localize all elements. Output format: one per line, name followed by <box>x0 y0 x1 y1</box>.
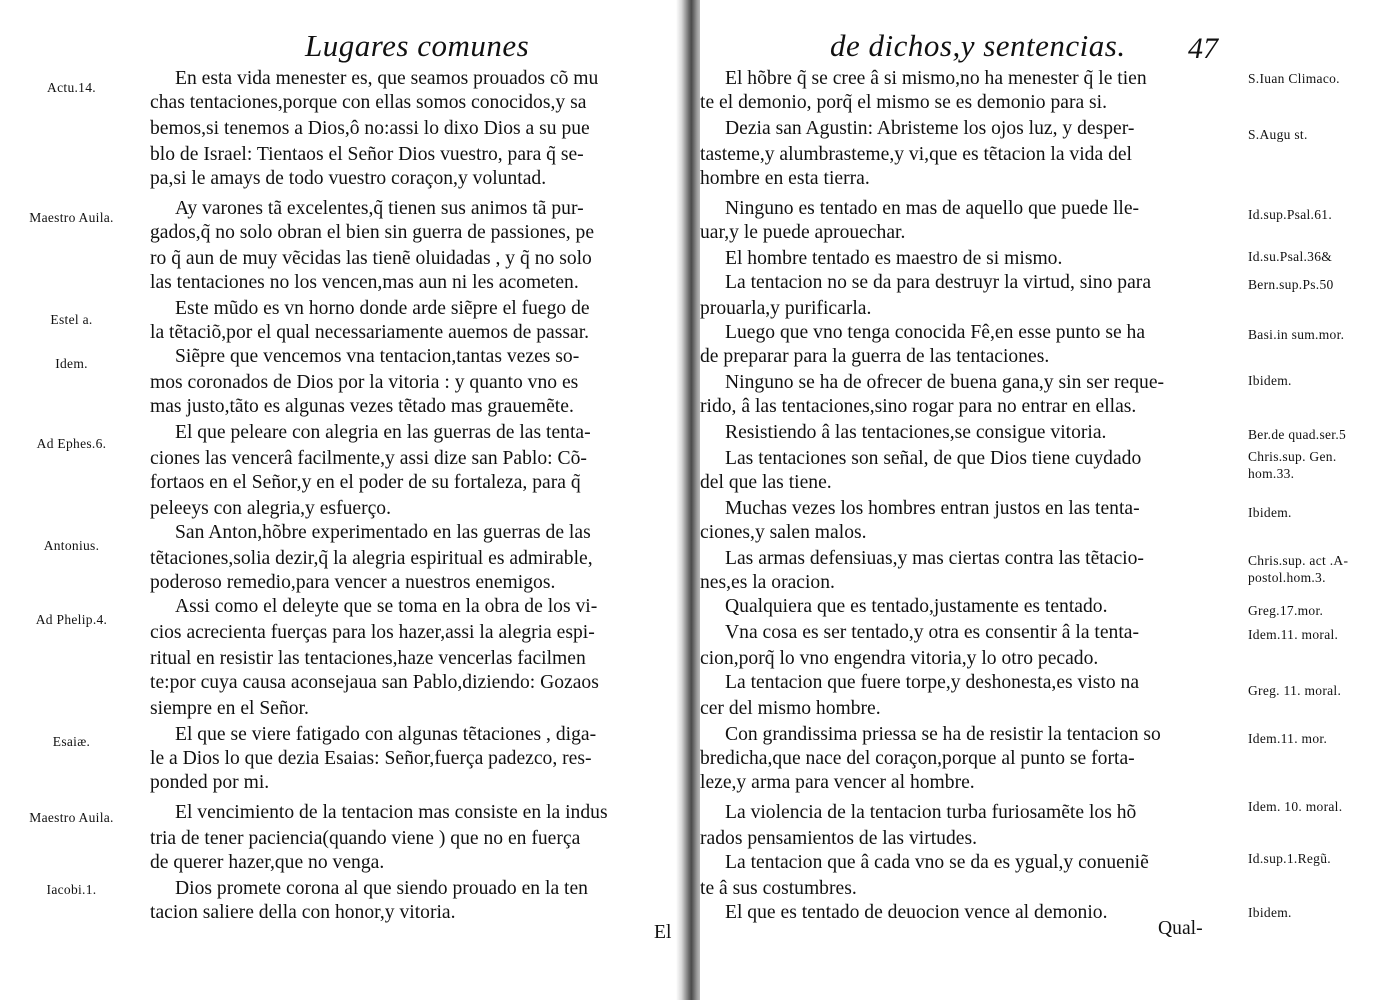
text-line: siempre en el Señor. <box>150 698 309 719</box>
text-line: El vencimiento de la tentacion mas consiste en la indus <box>175 802 608 823</box>
text-line: leze,y arma para vencer al hombre. <box>700 772 975 793</box>
margin-citation: Idem. <box>55 356 88 371</box>
margin-citation: Ibidem. <box>1248 505 1292 520</box>
text-line: Siẽpre que vencemos vna tentacion,tantas vezes so- <box>175 346 580 367</box>
margin-citation: Bern.sup.Ps.50 <box>1248 277 1334 292</box>
margin-citation: Chris.sup. act .A- postol.hom.3. <box>1248 553 1349 585</box>
left-page <box>0 0 680 1000</box>
margin-citation: Ibidem. <box>1248 373 1292 388</box>
left-catchword: El <box>654 922 672 943</box>
page-number: 47 <box>1188 32 1218 65</box>
text-line: ciones,y salen malos. <box>700 522 867 543</box>
text-line: poderoso remedio,para vencer a nuestros enemigos. <box>150 572 556 593</box>
text-line: rido, â las tentaciones,sino rogar para no entrar en ellas. <box>700 396 1137 417</box>
text-line: Con grandissima priessa se ha de resistir la tentacion so <box>725 724 1161 745</box>
text-line: El que peleare con alegria en las guerras de las tenta- <box>175 422 591 443</box>
text-line: Luego que vno tenga conocida Fê,en esse punto se ha <box>725 322 1146 343</box>
text-line: ciones las vencerâ facilmente,y assi dize san Pablo: Cõ- <box>150 448 587 469</box>
margin-citation: S.Augu st. <box>1248 127 1308 142</box>
margin-citation: Actu.14. <box>47 80 96 95</box>
text-line: Resistiendo â las tentaciones,se consigue vitoria. <box>725 422 1107 443</box>
text-line: de querer hazer,que no venga. <box>150 852 385 873</box>
margin-citation: Maestro Auila. <box>29 210 114 225</box>
text-line: Vna cosa es ser tentado,y otra es consentir â la tenta- <box>725 622 1140 643</box>
text-line: ritual en resistir las tentaciones,haze vencerlas facilmen <box>150 648 586 669</box>
text-line: pa,si le amays de todo vuestro coraçon,y voluntad. <box>150 168 547 189</box>
text-line: mas justo,tãto es algunas vezes tẽtado mas grauemẽte. <box>150 396 574 417</box>
text-line: Las armas defensiuas,y mas ciertas contra las tẽtacio- <box>725 548 1144 569</box>
text-line: mos coronados de Dios por la vitoria : y quanto vno es <box>150 372 579 393</box>
margin-citation: Idem.11. moral. <box>1248 627 1339 642</box>
text-line: El hombre tentado es maestro de si mismo. <box>725 248 1063 269</box>
margin-citation: Id.sup.1.Regũ. <box>1248 851 1331 866</box>
text-line: fortaos en el Señor,y en el poder de su fortaleza, para q̃ <box>150 472 581 493</box>
text-line: Dios promete corona al que siendo prouado en la ten <box>175 878 588 899</box>
text-line: las tentaciones no los vencen,mas aun ni les acometen. <box>150 272 579 293</box>
margin-citation: Iacobi.1. <box>46 882 97 897</box>
margin-citation: Ad Phelip.4. <box>35 612 108 627</box>
text-line: Ninguno se ha de ofrecer de buena gana,y sin ser reque- <box>725 372 1165 393</box>
margin-citation: Chris.sup. Gen. hom.33. <box>1248 449 1337 481</box>
text-line: El hõbre q̃ se cree â si mismo,no ha menester q̃ le tien <box>725 68 1147 89</box>
text-line: Ninguno es tentado en mas de aquello que puede lle- <box>725 198 1140 219</box>
text-line: la tẽtaciõ,por el qual necessariamente auemos de passar. <box>150 322 590 343</box>
text-line: tacion saliere della con honor,y vitoria. <box>150 902 456 923</box>
text-line: nes,es la oracion. <box>700 572 835 593</box>
text-line: El que se viere fatigado con algunas tẽtaciones , diga- <box>175 724 597 745</box>
text-line: La violencia de la tentacion turba furiosamẽte los hõ <box>725 802 1137 823</box>
text-line: ro q̃ aun de muy vẽcidas las tienẽ oluidadas , y q̃ no solo <box>150 248 592 269</box>
text-line: Ay varones tã excelentes,q̃ tienen sus animos tã pur- <box>175 198 584 219</box>
text-line: tasteme,y alumbrasteme,y vi,que es tẽtacion la vida del <box>700 144 1133 165</box>
margin-citation: Idem.11. mor. <box>1248 731 1328 746</box>
text-line: La tentacion que â cada vno se da es ygual,y conueniẽ <box>725 852 1149 873</box>
margin-citation: Antonius. <box>43 538 100 553</box>
text-line: de preparar para la guerra de las tentaciones. <box>700 346 1050 367</box>
text-line: Assi como el deleyte que se toma en la obra de los vi- <box>175 596 598 617</box>
right-page <box>700 0 1379 1000</box>
margin-citation: Id.su.Psal.36& <box>1248 249 1333 264</box>
text-line: chas tentaciones,porque con ellas somos conocidos,y sa <box>150 92 587 113</box>
text-line: prouarla,y purificarla. <box>700 298 872 319</box>
margin-citation: Id.sup.Psal.61. <box>1248 207 1333 222</box>
text-line: rados pensamientos de las virtudes. <box>700 828 977 849</box>
text-line: La tentacion no se da para destruyr la virtud, sino para <box>725 272 1152 293</box>
left-running-head: Lugares comunes <box>305 28 530 63</box>
text-line: tẽtaciones,solia dezir,q̃ la alegria espiritual es admirable, <box>150 548 593 569</box>
text-line: Las tentaciones son señal, de que Dios tiene cuydado <box>725 448 1142 469</box>
text-line: cios acrecienta fuerças para los hazer,assi la alegria espi- <box>150 622 595 643</box>
text-line: tria de tener paciencia(quando viene ) que no en fuerça <box>150 828 581 849</box>
text-line: te:por cuya causa aconsejaua san Pablo,diziendo: Gozaos <box>150 672 599 693</box>
text-line: El que es tentado de deuocion vence al demonio. <box>725 902 1108 923</box>
text-line: uar,y le puede aprouechar. <box>700 222 906 243</box>
margin-citation: Estel a. <box>50 312 93 327</box>
margin-citation: Greg. 11. moral. <box>1248 683 1342 698</box>
text-line: blo de Israel: Tientaos el Señor Dios vuestro, para q̃ se- <box>150 144 584 165</box>
text-line: hombre en esta tierra. <box>700 168 870 189</box>
text-line: Este mũdo es vn horno donde arde siẽpre el fuego de <box>175 298 590 319</box>
text-line: del que las tiene. <box>700 472 832 493</box>
margin-citation: Ad Ephes.6. <box>36 436 107 451</box>
margin-citation: Greg.17.mor. <box>1248 603 1324 618</box>
text-line: le a Dios lo que dezia Esaias: Señor,fuerça padezco, res- <box>150 748 592 769</box>
margin-citation: Maestro Auila. <box>29 810 114 825</box>
margin-citation: Esaiæ. <box>52 734 91 749</box>
text-line: te â sus costumbres. <box>700 878 857 899</box>
text-line: Qualquiera que es tentado,justamente es tentado. <box>725 596 1108 617</box>
right-running-head: de dichos,y sentencias. <box>830 28 1126 63</box>
text-line: La tentacion que fuere torpe,y deshonesta,es visto na <box>725 672 1140 693</box>
text-line: te el demonio, porq̃ el mismo se es demonio para si. <box>700 92 1108 113</box>
text-line: San Anton,hõbre experimentado en las guerras de las <box>175 522 591 543</box>
right-catchword: Qual- <box>1158 918 1203 939</box>
text-line: bredicha,que nace del coraçon,porque al punto se forta- <box>700 748 1135 769</box>
margin-citation: Ber.de quad.ser.5 <box>1248 427 1347 442</box>
margin-citation: Ibidem. <box>1248 905 1292 920</box>
text-line: cion,porq̃ lo vno engendra vitoria,y lo otro pecado. <box>700 648 1099 669</box>
margin-citation: S.Iuan Climaco. <box>1248 71 1340 86</box>
text-line: Dezia san Agustin: Abristeme los ojos luz, y desper- <box>725 118 1135 139</box>
text-line: bemos,si tenemos a Dios,ô no:assi lo dixo Dios a su pue <box>150 118 590 139</box>
text-line: ponded por mi. <box>150 772 270 793</box>
margin-citation: Basi.in sum.mor. <box>1248 327 1345 342</box>
text-line: peleeys con alegria,y esfuerço. <box>150 498 391 519</box>
text-line: cer del mismo hombre. <box>700 698 881 719</box>
text-line: En esta vida menester es, que seamos prouados cõ mu <box>175 68 599 89</box>
text-line: gados,q̃ no solo obran el bien sin guerra de passiones, pe <box>150 222 595 243</box>
margin-citation: Idem. 10. moral. <box>1248 799 1343 814</box>
text-line: Muchas vezes los hombres entran justos en las tenta- <box>725 498 1140 519</box>
